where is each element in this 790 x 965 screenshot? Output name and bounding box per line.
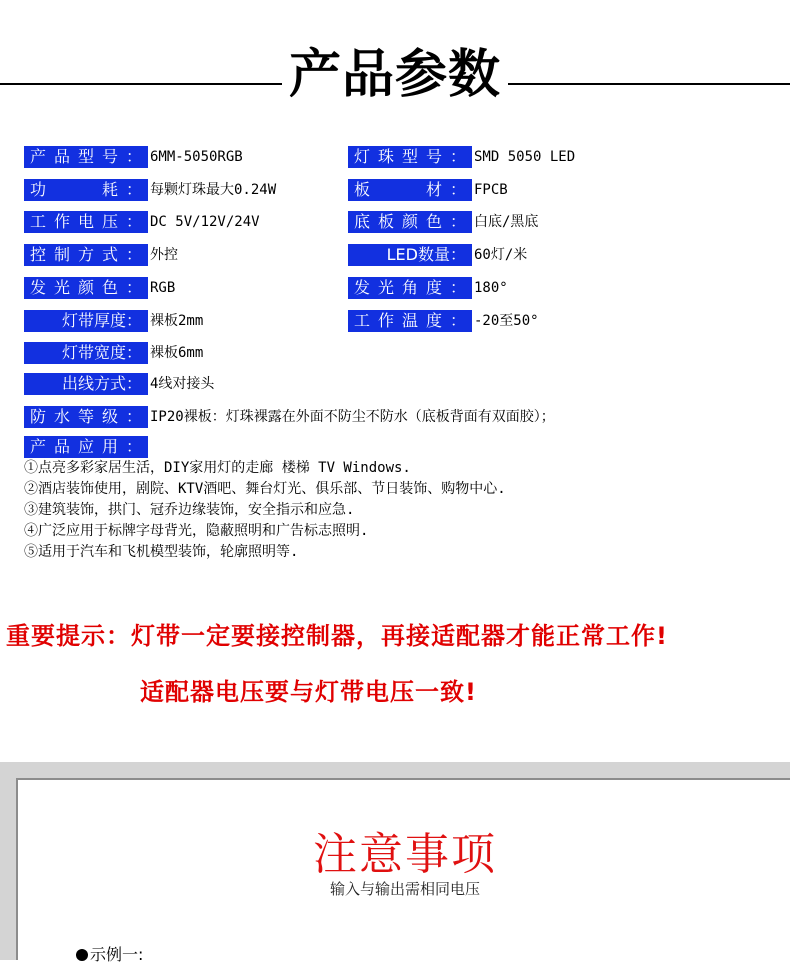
spec-label: 工作温度：	[348, 310, 472, 332]
spec-value: IP20裸板：灯珠裸露在外面不防尘不防水（底板背面有双面胶）；	[150, 409, 555, 425]
applications-list	[24, 458, 764, 563]
spec-value: 60灯/米	[474, 247, 528, 263]
spec-value: 180°	[474, 280, 508, 296]
spec-value: 4线对接头	[150, 376, 215, 392]
spec-label: 灯带厚度：	[24, 310, 148, 332]
notice-panel-inner	[16, 778, 790, 964]
spec-label: 板 材：	[348, 179, 472, 201]
title-rule-right	[508, 83, 790, 85]
important-notice-line2: 适配器电压要与灯带电压一致!	[140, 678, 477, 706]
spec-label: 灯带宽度：	[24, 342, 148, 364]
notice-panel	[0, 762, 790, 964]
list-item: ④广泛应用于标牌字母背光，隐蔽照明和广告标志照明.	[24, 523, 369, 539]
title-rule-left	[0, 83, 282, 85]
list-item: ①点亮多彩家居生活，DIY家用灯的走廊 楼梯 TV Windows.	[24, 460, 411, 476]
example-label: 示例一:	[90, 945, 144, 964]
spec-label: 灯珠型号：	[348, 146, 472, 168]
page-title: 产品参数	[288, 45, 501, 105]
spec-value: SMD 5050 LED	[474, 149, 576, 165]
spec-label: 防水等级：	[24, 406, 148, 428]
spec-value: DC 5V/12V/24V	[150, 214, 260, 230]
bullet-dot-icon	[76, 949, 88, 961]
spec-value: -20至50°	[474, 313, 539, 329]
spec-label: LED数量：	[348, 244, 472, 266]
spec-value: 白底/黑底	[474, 214, 539, 230]
spec-value: 6MM-5050RGB	[150, 149, 243, 165]
spec-value: RGB	[150, 280, 176, 296]
list-item: ⑤适用于汽车和飞机模型装饰，轮廓照明等.	[24, 544, 299, 560]
spec-label: 发光颜色：	[24, 277, 148, 299]
spec-label: 发光角度：	[348, 277, 472, 299]
notice-subtitle: 输入与输出需相同电压	[329, 880, 480, 898]
list-item: ③建筑装饰，拱门、冠乔边缘装饰，安全指示和应急.	[24, 502, 355, 518]
spec-label: 工作电压：	[24, 211, 148, 233]
spec-value: 外控	[150, 247, 178, 263]
spec-label: 功 耗：	[24, 179, 148, 201]
spec-value: FPCB	[474, 182, 508, 198]
spec-label: 产品型号：	[24, 146, 148, 168]
spec-label: 出线方式：	[24, 373, 148, 395]
spec-value: 裸板6mm	[150, 345, 204, 361]
spec-value: 裸板2mm	[150, 313, 204, 329]
notice-title: 注意事项	[313, 829, 497, 880]
important-notice-line1: 重要提示：灯带一定要接控制器，再接适配器才能正常工作!	[6, 622, 668, 650]
list-item: ②酒店装饰使用，剧院、KTV酒吧、舞台灯光、俱乐部、节日装饰、购物中心.	[24, 481, 506, 497]
applications-label: 产品应用：	[24, 436, 148, 458]
title-section	[0, 40, 790, 110]
spec-label: 控制方式：	[24, 244, 148, 266]
example-heading	[76, 942, 143, 965]
spec-value: 每颗灯珠最大0.24W	[150, 182, 277, 198]
spec-label: 底板颜色：	[348, 211, 472, 233]
